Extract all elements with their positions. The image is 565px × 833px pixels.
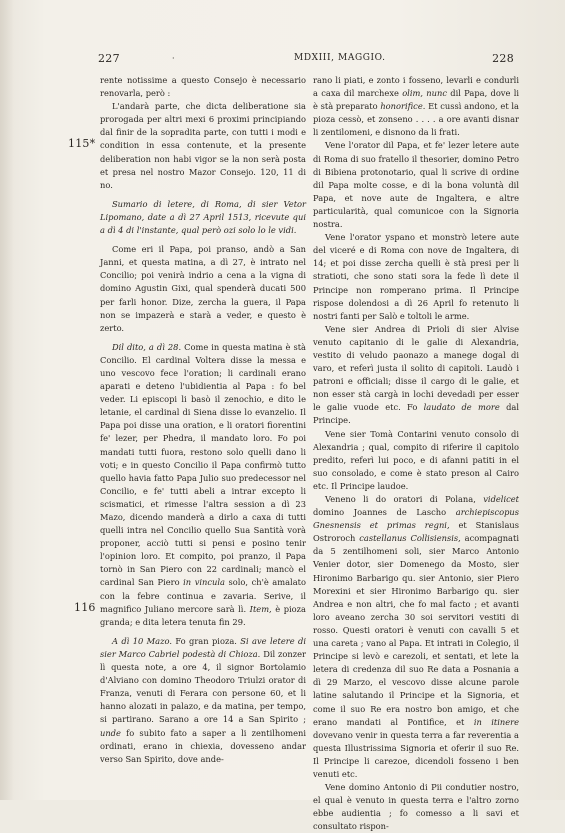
page-number-left: 227 [98, 52, 120, 65]
right-column [313, 74, 519, 832]
italic-phrase: unde [100, 727, 121, 738]
italic-phrase: nunc [426, 88, 447, 99]
page-number-right: 228 [492, 52, 514, 65]
paragraph-text: Vene sier Andrea di Prioli di sier Alvise venuto capitanio di le galie di Alexandria, vestito di veludo paonazo a manege dogal di varo, et referì justa il solito di capitoli. Laudò i patroni e officiali; disse il cargo di le galie, et non esser stà cargà in lochi devedadi per esser le galie vuode etc. Fo [313, 323, 519, 413]
paragraph: rente notissime a questo Consejo è necessario renovarla, però : [100, 75, 306, 99]
paragraph [313, 493, 519, 781]
margin-number-115: 115* [68, 137, 96, 150]
date-lead: Dil dito, a dì 28. [112, 341, 182, 352]
italic-phrase: Item, [249, 603, 272, 614]
italic-phrase: videlicet [483, 494, 519, 504]
paragraph [100, 341, 306, 629]
paragraph: Vene l'orator yspano et monstrò letere aute del viceré e di Roma con nove de Ingaltera, di 14; et poi disse zercha quelli è stà presi per li stratioti, che sono stati sora la fede lì dete il Principe non romperano prima. Il Principe rispose dolendosi a dì 26 April fo retenuto li nostri fanti per Salò e toltoli le arme. [313, 232, 519, 321]
date-lead: A dì 10 Mazo. [112, 635, 172, 646]
paragraph-text: fo subito fato a saper a li zentilhomeni ordinati, erano in chiexia, dovesseno andar verso San Spirito, dove ande- [100, 727, 306, 764]
italic-phrase: in itinere [473, 716, 519, 727]
header-dot: · [172, 54, 175, 63]
paragraph-text: è pioza granda; e dita letera tenuta fin 29. [100, 603, 307, 627]
summary-heading: Sumario di letere, di Roma, di sier Vetor Lipomano, date a dì 27 April 1513, ricevute qui a dì 4 di l'instante, qual però ozi solo lo le vidi. [100, 198, 306, 236]
paragraph-text: solo, ch'è amalato con la febre continua e zavaria. Serive, il magnifico Juliano mercore sarà lì. [100, 577, 306, 614]
paragraph: L'andarà parte, che dicta deliberatione sia prorogada per altri mexi 6 proximi principiando dal finir de la sopradita parte, con tutti i modi e condition in essa contenute, et la presente deliberation non habi vigor se la non serà posta et presa nel nostro Mazor Consejo. 120, 11 di no. [100, 101, 306, 190]
italic-phrase: olim, [402, 88, 423, 99]
running-title: MDXIII, MAGGIO. [294, 53, 386, 63]
paragraph-text: dal Principe. [313, 402, 519, 426]
italic-phrase: honorifice. [380, 101, 426, 112]
section-heading [100, 198, 306, 237]
italic-phrase: Si ave letere di sier Marco Cabriel podestà di Chioza. [100, 635, 306, 659]
paragraph: Vene l'orator dil Papa, et fe' lezer letere aute di Roma di suo fratello il thesorier, domino Petro di Bibiena protonotario, qual li scrive di ordine dil Papa molte cosse, e di la bona voluntà dil Papa, et nove aute de Ingaltera, e altre particularità, qual comunicoe con la Signoria nostra. [313, 140, 519, 230]
paragraph: Vene domino Antonio di Pii condutier nostro, el qual è venuto in questa terra e l'altro zorno ebbe audientia ; fo comesso a li savi et consultato rispon- [313, 782, 519, 832]
italic-phrase: archiepiscopus Gnesnensis et primas regni, [313, 507, 519, 531]
paragraph-text: Dil zonzer lì questa note, a ore 4, il signor Bortolamio d'Alviano con domino Theodoro Triulzi orator di Franza, venuti di Ferara con persone 60, et li hanno alozati in palazo, e da matina, per tempo, si partirano. Sarano a ore 14 a San Spirito ; [100, 648, 306, 725]
italic-phrase: in vincula [183, 577, 225, 588]
paragraph-text: Come in questa matina è stà Concilio. El cardinal Voltera disse la messa e uno vescovo fece l'oration; li cardinali erano aparati e deteno l'ubidientia al Papa : fo bel veder. Li episcopi li basò il zenochio, e dito le letanie, el cardinal di Siena disse lo evanzelio. Il Papa poi disse una oration, e li oratori fiorentini fe' lezer, per Phedra, il mandato loro. Fo poi mandati tutti fuora, restono solo quelli dano li voti; e in questo Concilio il Papa confirmò tutto quello havia fatto Papa Julio suo predecessor nel Concilio, e fe' tutti abeli a intrar excepto li scismatici, et rimesse l'altra session a dì 23 Mazo, dicendo manderà a dirlo a caxa di tutti quelli intra nel Concilio quello Sua Santità vorà proponer, acciò tutti si pensi e posino tenir l'opinion loro. Et compito, poi pranzo, il Papa tornò in San Piero con 22 cardinali; mancò el cardinal San Piero [100, 341, 306, 588]
paragraph-text: acompagnati da 5 zentilhomeni soli, sier Marco Antonio Venier dotor, sier Domenego da Mosto, sier Hironimo Barbarigo qu. sier Antonio, sier Piero Morexini et sier Hironimo Barbarigo qu. sier Andrea e non altri, che fo mal facto ; et avanti loro aveano zercha 30 soi servitori vestiti di rosso. Questi oratori è venuti con cavalli 5 et una careta ; vano al Papa. Et intrati in Colegio, il Principe si levò e carezoli, et sentati, et lete la letera di credenza dil suo Re data a Posnania a dì 29 Marzo, el vescovo disse alcune parole latine salutando il Principe et la Signoria, et come il suo Re era nostro bon amigo, et che erano mandati al Pontifice, et [313, 533, 519, 727]
paragraph-text: dovevano venir in questa terra a far reverentia a questa Illustrissima Signoria et oferir il suo Re. Il Principe li carezoe, dicendoli fosseno i ben venuti etc. [313, 729, 519, 779]
margin-number-116: 116 [74, 601, 96, 614]
paragraph [313, 74, 519, 139]
paragraph-text: dil Papa, dove li è stà preparato [313, 88, 519, 112]
paragraph-text: Fo gran pioza. [171, 635, 241, 646]
italic-phrase: castellanus Collisiensis, [359, 533, 461, 544]
paragraph-text: rano li piati, e zonto i fosseno, levarli e condurli a caxa dil marchexe [313, 75, 519, 99]
paragraph: Come eri il Papa, poi pranso, andò a San Janni, et questa matina, a dì 27, è intrato nel Concilio; poi venirà indrio a cena a la vigna di domino Agustin Gixi, qual spenderà ducati 500 per farli honor. Dize, zercha la guera, il Papa non se impazerà e starà a veder, e questo è zerto. [100, 244, 306, 333]
paragraph [313, 323, 519, 428]
paragraph [100, 635, 306, 766]
running-header [96, 52, 514, 68]
paragraph-text: domino Joannes de Lascho [313, 507, 456, 518]
paragraph: Vene sier Tomà Contarini venuto consolo di Alexandria ; qual, compito di riferire il capitolo predito, referì lui poco, e di afanni patiti in el suo consolado, e come è stato preson al Cairo etc. Il Principe laudoe. [313, 428, 519, 491]
paragraph-text: et Stanislaus Ostroroch [313, 520, 519, 544]
italic-phrase: laudato de more [423, 402, 500, 413]
paragraph-text: Et cussì andono, et la pioza cessò, et zonseno . . . . a ore avanti disnar li zentilomeni, e disnono da li frati. [313, 101, 519, 138]
binding-shadow [0, 0, 14, 800]
paragraph-text: Veneno li do oratori di Polana, [325, 494, 484, 504]
left-column [100, 74, 306, 774]
